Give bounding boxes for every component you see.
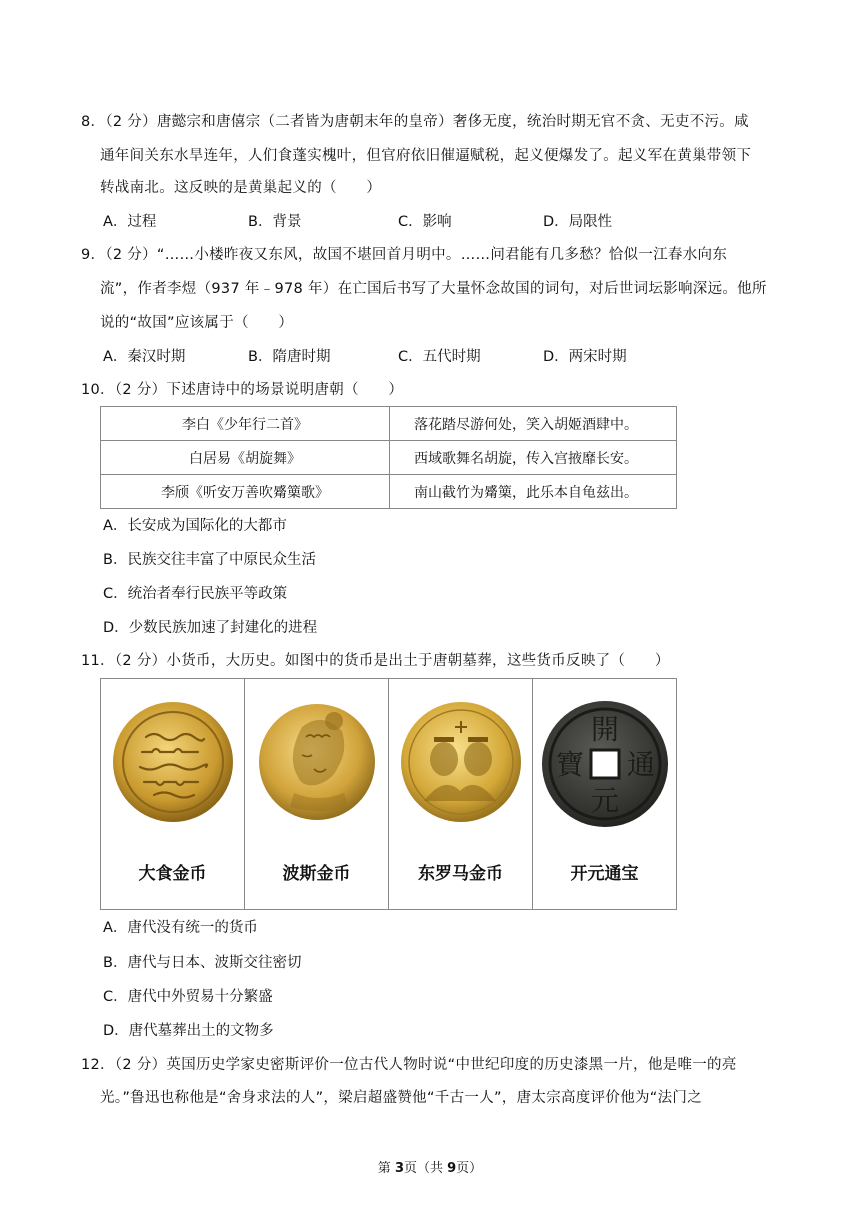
q8-line-1: 8．（2 分）唐懿宗和唐僖宗（二者皆为唐朝末年的皇帝）奢侈无度，统治时期无官不贪、无吏不污。咸 <box>81 114 749 130</box>
footer-prefix: 第 <box>377 1161 395 1176</box>
poem-verse: 西域歌舞名胡旋，传入宫掖靡长安。 <box>390 441 677 475</box>
q11-line-1: 11．（2 分）小货币，大历史。如图中的货币是出土于唐朝墓葬，这些货币反映了（ ） <box>81 653 670 669</box>
footer-total-pages: 9 <box>447 1161 457 1176</box>
q8-option-a[interactable]: A．过程 <box>103 214 157 230</box>
poem-verse: 落花踏尽游何处，笑入胡姬酒肆中。 <box>390 407 677 441</box>
q9-option-b[interactable]: B．隋唐时期 <box>248 349 331 365</box>
coin-label-persia: 波斯金币 <box>282 864 351 884</box>
coin-label-dashi: 大食金币 <box>138 864 207 884</box>
coin-char-bottom: 元 <box>590 784 619 817</box>
q11-option-c[interactable]: C．唐代中外贸易十分繁盛 <box>103 989 273 1005</box>
coin-char-right: 通 <box>626 748 655 781</box>
coin-cell-byzantine <box>389 679 533 909</box>
q12-line-2: 光。”鲁迅也称他是“舍身求法的人”，梁启超盛赞他“千古一人”，唐太宗高度评价他为“法门之 <box>100 1090 703 1106</box>
footer-middle: 页（共 <box>403 1161 448 1176</box>
coin-cell-dashi <box>101 679 245 909</box>
coin-cell-persia <box>245 679 389 909</box>
q9-line-2: 流”，作者李煜（937 年﹣978 年）在亡国后书写了大量怀念故国的词句，对后世词坛影响深远。他所 <box>100 281 767 297</box>
q8-line-3: 转战南北。这反映的是黄巢起义的（ ） <box>100 180 382 196</box>
q10-option-d[interactable]: D．少数民族加速了封建化的进程 <box>103 620 318 636</box>
q10-option-c[interactable]: C．统治者奉行民族平等政策 <box>103 586 288 602</box>
q9-line-1: 9．（2 分）“……小楼昨夜又东风，故国不堪回首月明中。……问君能有几多愁？恰似一江春水向东 <box>81 247 728 263</box>
coin-char-top: 開 <box>590 713 619 746</box>
footer-page-number: 3 <box>394 1161 404 1176</box>
dashi-gold-coin-image <box>108 697 238 827</box>
q11-option-b[interactable]: B．唐代与日本、波斯交往密切 <box>103 955 302 971</box>
poem-table <box>100 406 677 509</box>
q9-option-a[interactable]: A．秦汉时期 <box>103 349 186 365</box>
q8-option-c[interactable]: C．影响 <box>398 214 452 230</box>
footer-suffix: 页） <box>456 1161 483 1176</box>
page-footer <box>0 1157 860 1176</box>
q8-option-b[interactable]: B．背景 <box>248 214 302 230</box>
persian-gold-coin-image <box>252 697 382 827</box>
table-row <box>101 407 677 441</box>
q10-option-a[interactable]: A．长安成为国际化的大都市 <box>103 518 287 534</box>
q12-line-1: 12．（2 分）英国历史学家史密斯评价一位古代人物时说“中世纪印度的历史漆黑一片，他是唯一的亮 <box>81 1057 737 1073</box>
poem-source: 李白《少年行二首》 <box>101 407 390 441</box>
coin-label-kaiyuan: 开元通宝 <box>570 864 639 884</box>
byzantine-gold-coin-image <box>396 697 526 827</box>
q9-option-c[interactable]: C．五代时期 <box>398 349 481 365</box>
q10-line-1: 10．（2 分）下述唐诗中的场景说明唐朝（ ） <box>81 382 404 398</box>
poem-source: 李颀《听安万善吹觱篥歌》 <box>101 475 390 509</box>
poem-verse: 南山截竹为觱篥，此乐本自龟兹出。 <box>390 475 677 509</box>
q8-line-2: 通年间关东水旱连年，人们食蓬实槐叶，但官府依旧催逼赋税，起义便爆发了。起义军在黄巢带领下 <box>100 148 752 164</box>
table-row <box>101 475 677 509</box>
q10-option-b[interactable]: B．民族交往丰富了中原民众生活 <box>103 552 316 568</box>
q11-option-a[interactable]: A．唐代没有统一的货币 <box>103 920 258 936</box>
coin-char-left: 寶 <box>555 748 584 781</box>
coin-cell-kaiyuan <box>533 679 676 909</box>
coin-figure <box>100 678 677 910</box>
q9-option-d[interactable]: D．两宋时期 <box>543 349 627 365</box>
table-row <box>101 441 677 475</box>
q9-line-3: 说的“故国”应该属于（ ） <box>100 315 294 331</box>
kaiyuan-tongbao-coin-image <box>538 697 672 831</box>
q11-option-d[interactable]: D．唐代墓葬出土的文物多 <box>103 1023 274 1039</box>
coin-label-byzantine: 东罗马金币 <box>418 864 503 884</box>
q8-option-d[interactable]: D．局限性 <box>543 214 613 230</box>
poem-source: 白居易《胡旋舞》 <box>101 441 390 475</box>
